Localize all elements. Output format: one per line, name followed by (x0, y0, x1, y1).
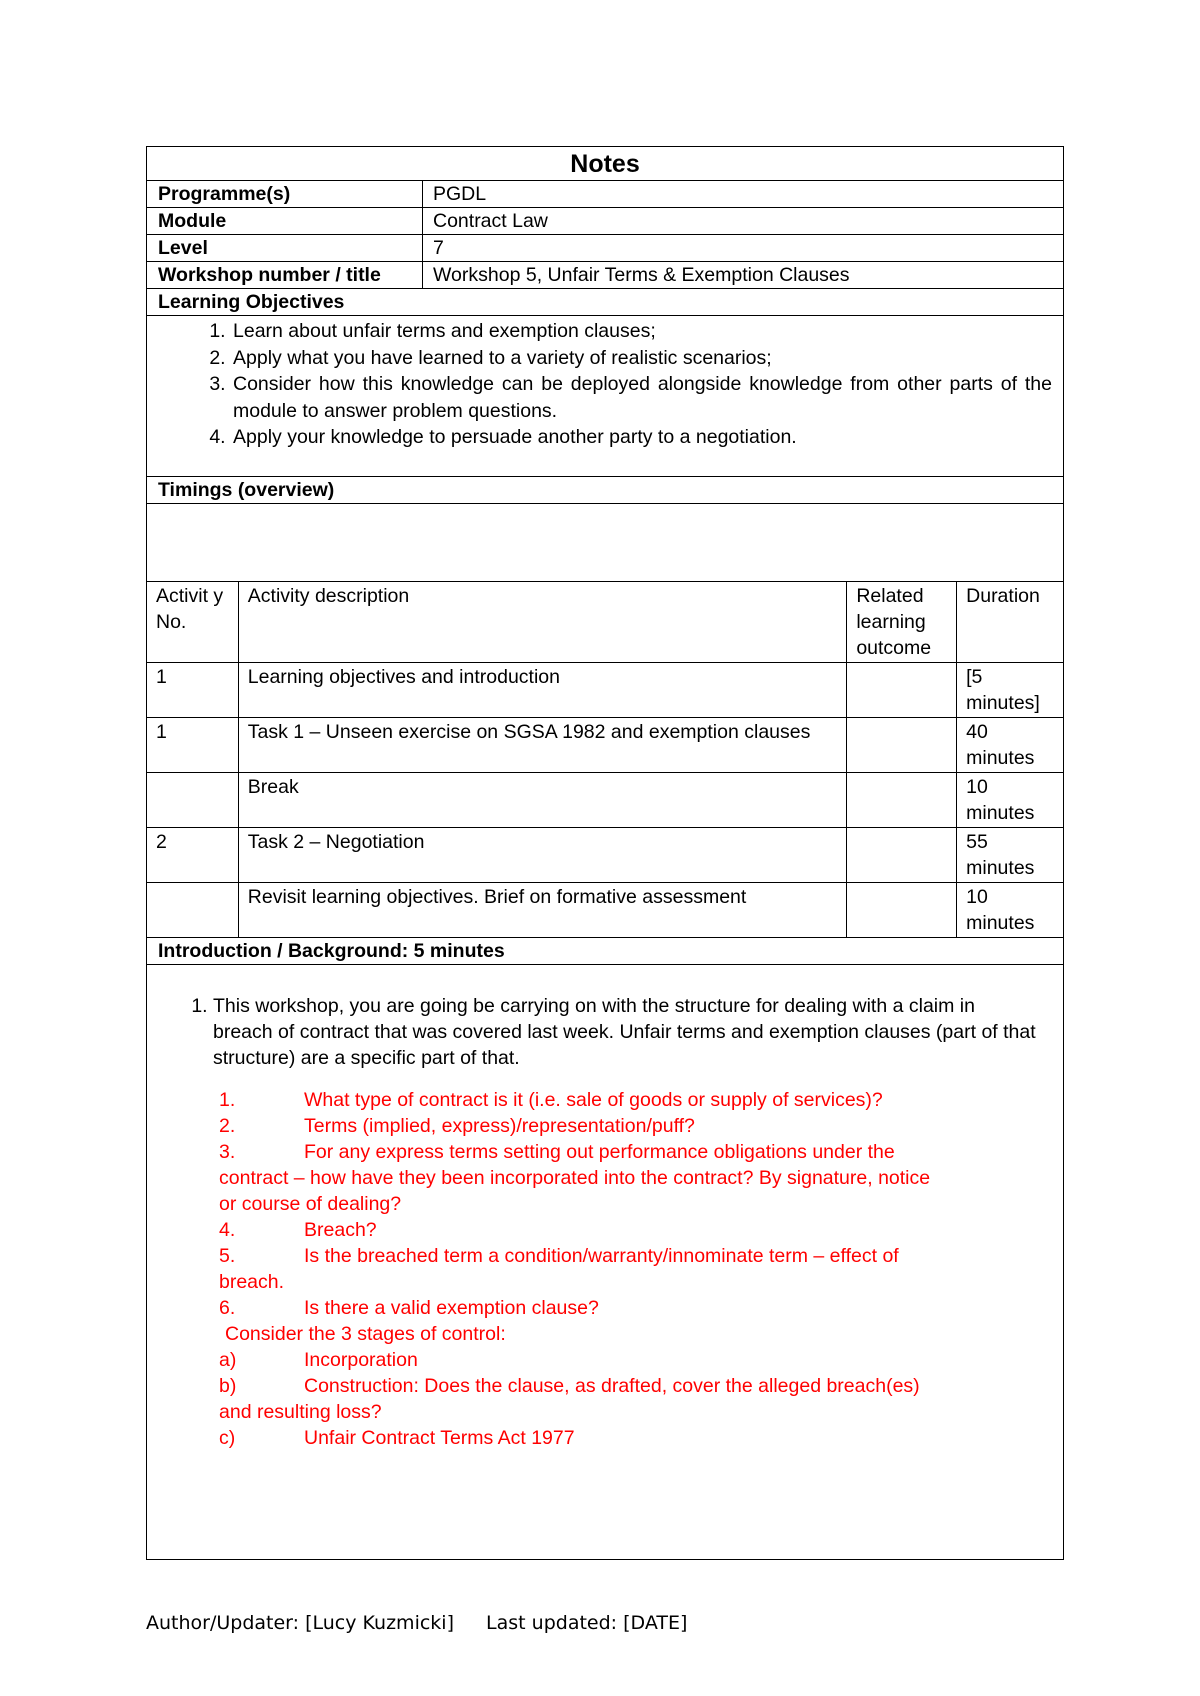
step-line (219, 1087, 1033, 1113)
field-programme (147, 181, 1063, 208)
notes-box (146, 146, 1064, 1560)
step-number: 6. (219, 1297, 236, 1319)
step-line (219, 1425, 1033, 1451)
table-row (147, 883, 1063, 938)
step-text: For any express terms setting out performance obligations under the (304, 1141, 895, 1163)
timings-table-wrap (147, 582, 1063, 938)
step-text: Breach? (304, 1219, 377, 1241)
step-line (219, 1217, 1033, 1243)
intro-list (147, 993, 1063, 1071)
step-text: Terms (implied, express)/representation/puff? (304, 1115, 695, 1137)
step-text: Consider the 3 stages of control: (225, 1323, 506, 1345)
cell-no (147, 883, 238, 938)
table-row (147, 773, 1063, 828)
table-row (147, 828, 1063, 883)
table-header-row (147, 582, 1063, 663)
step-number: b) (219, 1375, 237, 1397)
list-item: 1. Learn about unfair terms and exemption clauses; (231, 318, 1063, 345)
step-line (219, 1269, 1033, 1295)
cell-desc: Revisit learning objectives. Brief on formative assessment (238, 883, 847, 938)
objectives-list (147, 318, 1063, 451)
column-header: Related learning outcome (847, 582, 957, 663)
cell-no: 1 (147, 663, 238, 718)
step-line (219, 1243, 1033, 1269)
column-header: Activity description (238, 582, 847, 663)
step-line (219, 1295, 1033, 1321)
step-text: Is the breached term a condition/warranty/innominate term – effect of (304, 1245, 899, 1267)
step-line (219, 1113, 1033, 1139)
last-updated-text: Last updated: [DATE] (486, 1612, 688, 1634)
learning-objectives-block (147, 316, 1063, 477)
timings-table (147, 582, 1063, 938)
cell-no (147, 773, 238, 828)
step-number: 2. (219, 1115, 236, 1137)
field-value: Workshop 5, Unfair Terms & Exemption Clauses (433, 264, 850, 286)
cell-no: 1 (147, 718, 238, 773)
step-line (219, 1373, 1033, 1399)
timings-blank (147, 504, 1063, 582)
notes-title: Notes (147, 147, 1063, 181)
field-level (147, 235, 1063, 262)
column-header: Duration (957, 582, 1063, 663)
intro-block (147, 965, 1063, 1559)
structure-steps (147, 1071, 1063, 1451)
cell-desc: Task 2 – Negotiation (238, 828, 847, 883)
cell-desc: Learning objectives and introduction (238, 663, 847, 718)
step-number: 5. (219, 1245, 236, 1267)
table-row (147, 663, 1063, 718)
field-workshop (147, 262, 1063, 289)
author-text: Author/Updater: [Lucy Kuzmicki] (146, 1612, 454, 1634)
column-header: Activit y No. (147, 582, 238, 663)
cell-outcome (847, 718, 957, 773)
step-line (219, 1399, 1033, 1425)
field-module (147, 208, 1063, 235)
field-value: PGDL (433, 183, 487, 205)
cell-no: 2 (147, 828, 238, 883)
timings-heading: Timings (overview) (147, 477, 1063, 504)
table-row (147, 718, 1063, 773)
document-page (146, 146, 1064, 1560)
step-text: and resulting loss? (219, 1401, 382, 1423)
cell-duration: 10 minutes (957, 883, 1063, 938)
cell-outcome (847, 883, 957, 938)
field-label: Module (147, 208, 423, 234)
page-footer (146, 1612, 713, 1634)
step-text: breach. (219, 1271, 285, 1293)
step-line (219, 1191, 1033, 1217)
step-line (219, 1165, 1033, 1191)
step-number: 4. (219, 1219, 236, 1241)
cell-desc: Task 1 – Unseen exercise on SGSA 1982 and exemption clauses (238, 718, 847, 773)
cell-duration: [5 minutes] (957, 663, 1063, 718)
step-text: Is there a valid exemption clause? (304, 1297, 599, 1319)
field-label: Workshop number / title (147, 262, 423, 288)
step-text: or course of dealing? (219, 1193, 402, 1215)
field-label: Programme(s) (147, 181, 423, 207)
cell-outcome (847, 828, 957, 883)
learning-objectives-heading: Learning Objectives (147, 289, 1063, 316)
step-line (219, 1139, 1033, 1165)
step-number: 1. (219, 1089, 236, 1111)
step-text: Unfair Contract Terms Act 1977 (304, 1427, 575, 1449)
list-item: 3. Consider how this knowledge can be deployed alongside knowledge from other parts of the module to answer problem questions. (231, 371, 1063, 424)
cell-duration: 10 minutes (957, 773, 1063, 828)
step-text: Incorporation (304, 1349, 418, 1371)
field-label: Level (147, 235, 423, 261)
list-item: 2. Apply what you have learned to a variety of realistic scenarios; (231, 345, 1063, 372)
cell-outcome (847, 663, 957, 718)
cell-duration: 40 minutes (957, 718, 1063, 773)
step-text: contract – how have they been incorporated into the contract? By signature, notice (219, 1167, 931, 1189)
intro-heading: Introduction / Background: 5 minutes (147, 938, 1063, 965)
step-number: c) (219, 1427, 236, 1449)
step-line (219, 1321, 1033, 1347)
step-number: a) (219, 1349, 237, 1371)
step-text: What type of contract is it (i.e. sale of goods or supply of services)? (304, 1089, 883, 1111)
field-value: Contract Law (433, 210, 548, 232)
list-item: 1. This workshop, you are going be carrying on with the structure for dealing with a claim in breach of contract that was covered last week. Unfair terms and exemption clauses (part of that structure) are a specific part of that. (213, 993, 1063, 1071)
list-item: 4. Apply your knowledge to persuade another party to a negotiation. (231, 424, 1063, 451)
cell-outcome (847, 773, 957, 828)
cell-duration: 55 minutes (957, 828, 1063, 883)
field-value: 7 (433, 237, 444, 259)
cell-desc: Break (238, 773, 847, 828)
step-line (219, 1347, 1033, 1373)
step-text: Construction: Does the clause, as drafted, cover the alleged breach(es) (304, 1375, 920, 1397)
step-number: 3. (219, 1141, 236, 1163)
